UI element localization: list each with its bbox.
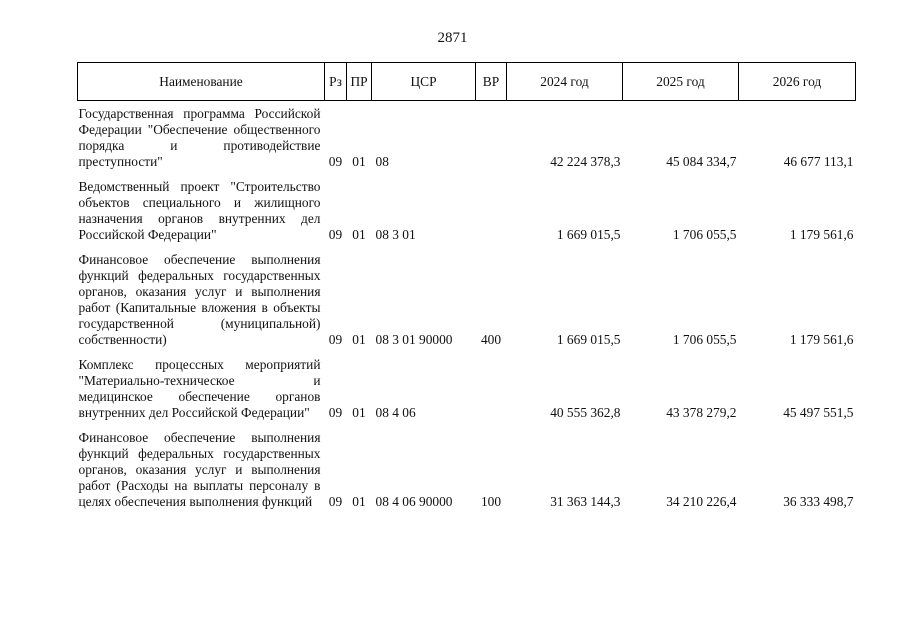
table-row [78, 252, 856, 357]
row-pr: 01 [352, 494, 366, 509]
row-pr: 01 [352, 405, 366, 420]
header-2026: 2026 год [739, 63, 856, 101]
row-2025: 43 378 279,2 [666, 405, 737, 420]
row-vr: 100 [480, 494, 502, 509]
row-2024: 42 224 378,3 [550, 154, 621, 169]
row-name: Государственная программа Российской Федерации "Обеспечение общественного порядка и противодействие преступности" [78, 106, 321, 169]
row-rz: 09 [328, 227, 343, 242]
row-rz: 09 [328, 332, 343, 347]
row-2024: 1 669 015,5 [556, 227, 621, 242]
row-csr: 08 3 01 [375, 227, 416, 242]
row-2026: 1 179 561,6 [789, 332, 854, 347]
row-2024: 1 669 015,5 [556, 332, 621, 347]
header-2025: 2025 год [623, 63, 739, 101]
header-csr: ЦСР [372, 63, 476, 101]
row-pr: 01 [352, 332, 366, 347]
row-2024: 31 363 144,3 [550, 494, 621, 509]
table-row [78, 357, 856, 430]
budget-table [77, 62, 856, 512]
row-2026: 46 677 113,1 [783, 154, 854, 169]
row-csr: 08 4 06 [375, 405, 416, 420]
header-pr: ПР [347, 63, 372, 101]
header-2024: 2024 год [507, 63, 623, 101]
table-row [78, 101, 856, 180]
row-vr [476, 179, 507, 252]
row-csr: 08 [375, 154, 389, 169]
row-rz: 09 [328, 154, 343, 169]
page-number: 2871 [437, 30, 468, 46]
header-name: Наименование [78, 63, 325, 101]
header-vr: ВР [476, 63, 507, 101]
row-rz: 09 [328, 494, 343, 509]
row-name: Финансовое обеспечение выполнения функций федеральных государственных органов, оказания услуг и выполнения работ (Капитальные вложения в объекты государственной (муниципальной) собственности) [78, 252, 321, 347]
header-rz: Рз [325, 63, 347, 101]
row-2026: 1 179 561,6 [789, 227, 854, 242]
row-2026: 36 333 498,7 [783, 494, 854, 509]
row-pr: 01 [352, 154, 366, 169]
row-name: Финансовое обеспечение выполнения функций федеральных государственных органов, оказания услуг и выполнения работ (Расходы на выплаты персоналу в целях обеспечения выполнения функций [78, 430, 321, 509]
row-2025: 34 210 226,4 [666, 494, 737, 509]
row-rz: 09 [328, 405, 343, 420]
row-2025: 1 706 055,5 [672, 227, 737, 242]
row-2024: 40 555 362,8 [550, 405, 621, 420]
row-vr: 400 [480, 332, 502, 347]
row-csr: 08 4 06 90000 [375, 494, 453, 509]
row-2026: 45 497 551,5 [783, 405, 854, 420]
table-header-row [78, 63, 856, 101]
row-pr: 01 [352, 227, 366, 242]
row-name: Ведомственный проект "Строительство объектов специального и жилищного назначения органов внутренних дел Российской Федерации" [78, 179, 321, 242]
row-csr: 08 3 01 90000 [375, 332, 453, 347]
row-vr [476, 357, 507, 430]
row-name: Комплекс процессных мероприятий "Материально-техническое и медицинское обеспечение органов внутренних дел Российской Федерации" [78, 357, 321, 420]
row-vr [476, 101, 507, 180]
row-2025: 45 084 334,7 [666, 154, 737, 169]
row-2025: 1 706 055,5 [672, 332, 737, 347]
table-row [78, 430, 856, 512]
table-row [78, 179, 856, 252]
